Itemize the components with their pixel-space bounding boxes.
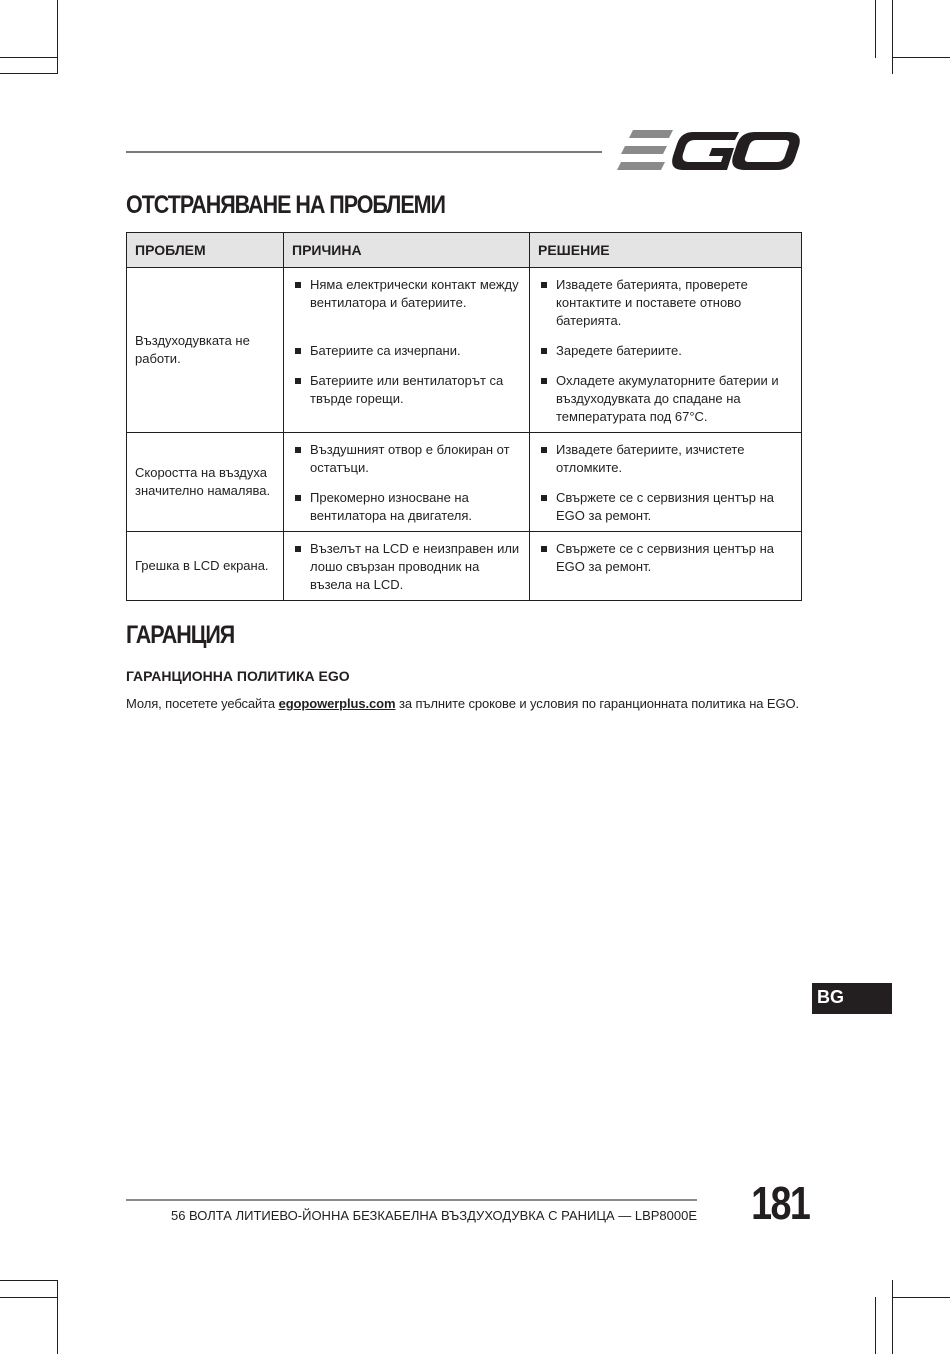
crop-mark <box>57 1280 58 1354</box>
crop-mark <box>0 57 58 58</box>
troubleshooting-table <box>126 232 802 601</box>
bullet-icon <box>541 282 547 288</box>
problem-cell: Въздуходувката не работи. <box>127 268 284 433</box>
bullet-icon <box>541 348 547 354</box>
list-item: Заредете батериите. <box>538 342 793 360</box>
crop-mark <box>892 1297 950 1298</box>
footer-rule <box>126 1199 697 1201</box>
footer-text: 56 ВОЛТА ЛИТИЕВО-ЙОННА БЕЗКАБЕЛНА ВЪЗДУХОДУВКА С РАНИЦА — LBP8000E <box>170 1208 697 1223</box>
table-row <box>127 433 802 532</box>
warranty-link[interactable]: egopowerplus.com <box>278 696 396 711</box>
list-item: Извадете батерията, проверете контактите и поставете отново батерията. <box>538 276 793 330</box>
list-item: Свържете се с сервизния център на EGO за ремонт. <box>538 489 793 525</box>
crop-mark <box>892 57 950 58</box>
solution-cell <box>530 433 802 532</box>
crop-mark <box>0 73 58 74</box>
crop-mark <box>0 1297 58 1298</box>
column-header-cause: ПРИЧИНА <box>284 233 530 268</box>
solution-cell <box>530 268 802 433</box>
bullet-icon <box>541 378 547 384</box>
problem-cell: Скоростта на въздуха значително намалява. <box>127 433 284 532</box>
list-item: Възелът на LCD е неизправен или лошо свързан проводник на възела на LCD. <box>292 540 521 594</box>
list-item: Прекомерно износване на вентилатора на двигателя. <box>292 489 521 525</box>
bullet-icon <box>541 495 547 501</box>
warranty-subtitle: ГАРАНЦИОННА ПОЛИТИКА EGO <box>126 668 350 684</box>
crop-mark <box>57 0 58 74</box>
crop-mark <box>892 1280 893 1354</box>
language-tab: BG <box>812 983 892 1014</box>
column-header-solution: РЕШЕНИЕ <box>530 233 802 268</box>
cause-cell <box>284 532 530 601</box>
bullet-icon <box>295 282 301 288</box>
warranty-title: ГАРАНЦИЯ <box>126 621 235 649</box>
crop-mark <box>0 1280 58 1281</box>
solution-cell <box>530 532 802 601</box>
table-header-row <box>127 233 802 268</box>
bullet-icon <box>295 447 301 453</box>
table-row <box>127 268 802 433</box>
bullet-icon <box>295 378 301 384</box>
page-number: 181 <box>751 1177 810 1229</box>
bullet-icon <box>541 546 547 552</box>
cause-cell <box>284 433 530 532</box>
list-item: Охладете акумулаторните батерии и въздуходувката до спадане на температурата под 67°C. <box>538 372 793 426</box>
column-header-problem: ПРОБЛЕМ <box>127 233 284 268</box>
list-item: Извадете батериите, изчистете отломките. <box>538 441 793 477</box>
bullet-icon <box>295 546 301 552</box>
warranty-text-after: за пълните срокове и условия по гаранционната политика на EGO. <box>395 696 800 711</box>
list-item: Свържете се с сервизния център на EGO за ремонт. <box>538 540 793 576</box>
list-item: Въздушният отвор е блокиран от остатъци. <box>292 441 521 477</box>
problem-cell: Грешка в LCD екрана. <box>127 532 284 601</box>
ego-logo <box>617 128 801 172</box>
list-item: Няма електрически контакт между вентилатора и батериите. <box>292 276 521 330</box>
list-item: Батериите или вентилаторът са твърде горещи. <box>292 372 521 408</box>
bullet-icon <box>295 348 301 354</box>
crop-mark <box>875 1297 876 1354</box>
crop-mark <box>875 0 876 58</box>
warranty-paragraph <box>126 696 799 711</box>
crop-mark <box>892 0 893 74</box>
troubleshooting-title: ОТСТРАНЯВАНЕ НА ПРОБЛЕМИ <box>126 191 445 219</box>
list-item: Батериите са изчерпани. <box>292 342 521 360</box>
bullet-icon <box>295 495 301 501</box>
table-row <box>127 532 802 601</box>
warranty-text-before: Моля, посетете уебсайта <box>126 696 279 711</box>
header-rule <box>126 151 602 153</box>
bullet-icon <box>541 447 547 453</box>
cause-cell <box>284 268 530 433</box>
